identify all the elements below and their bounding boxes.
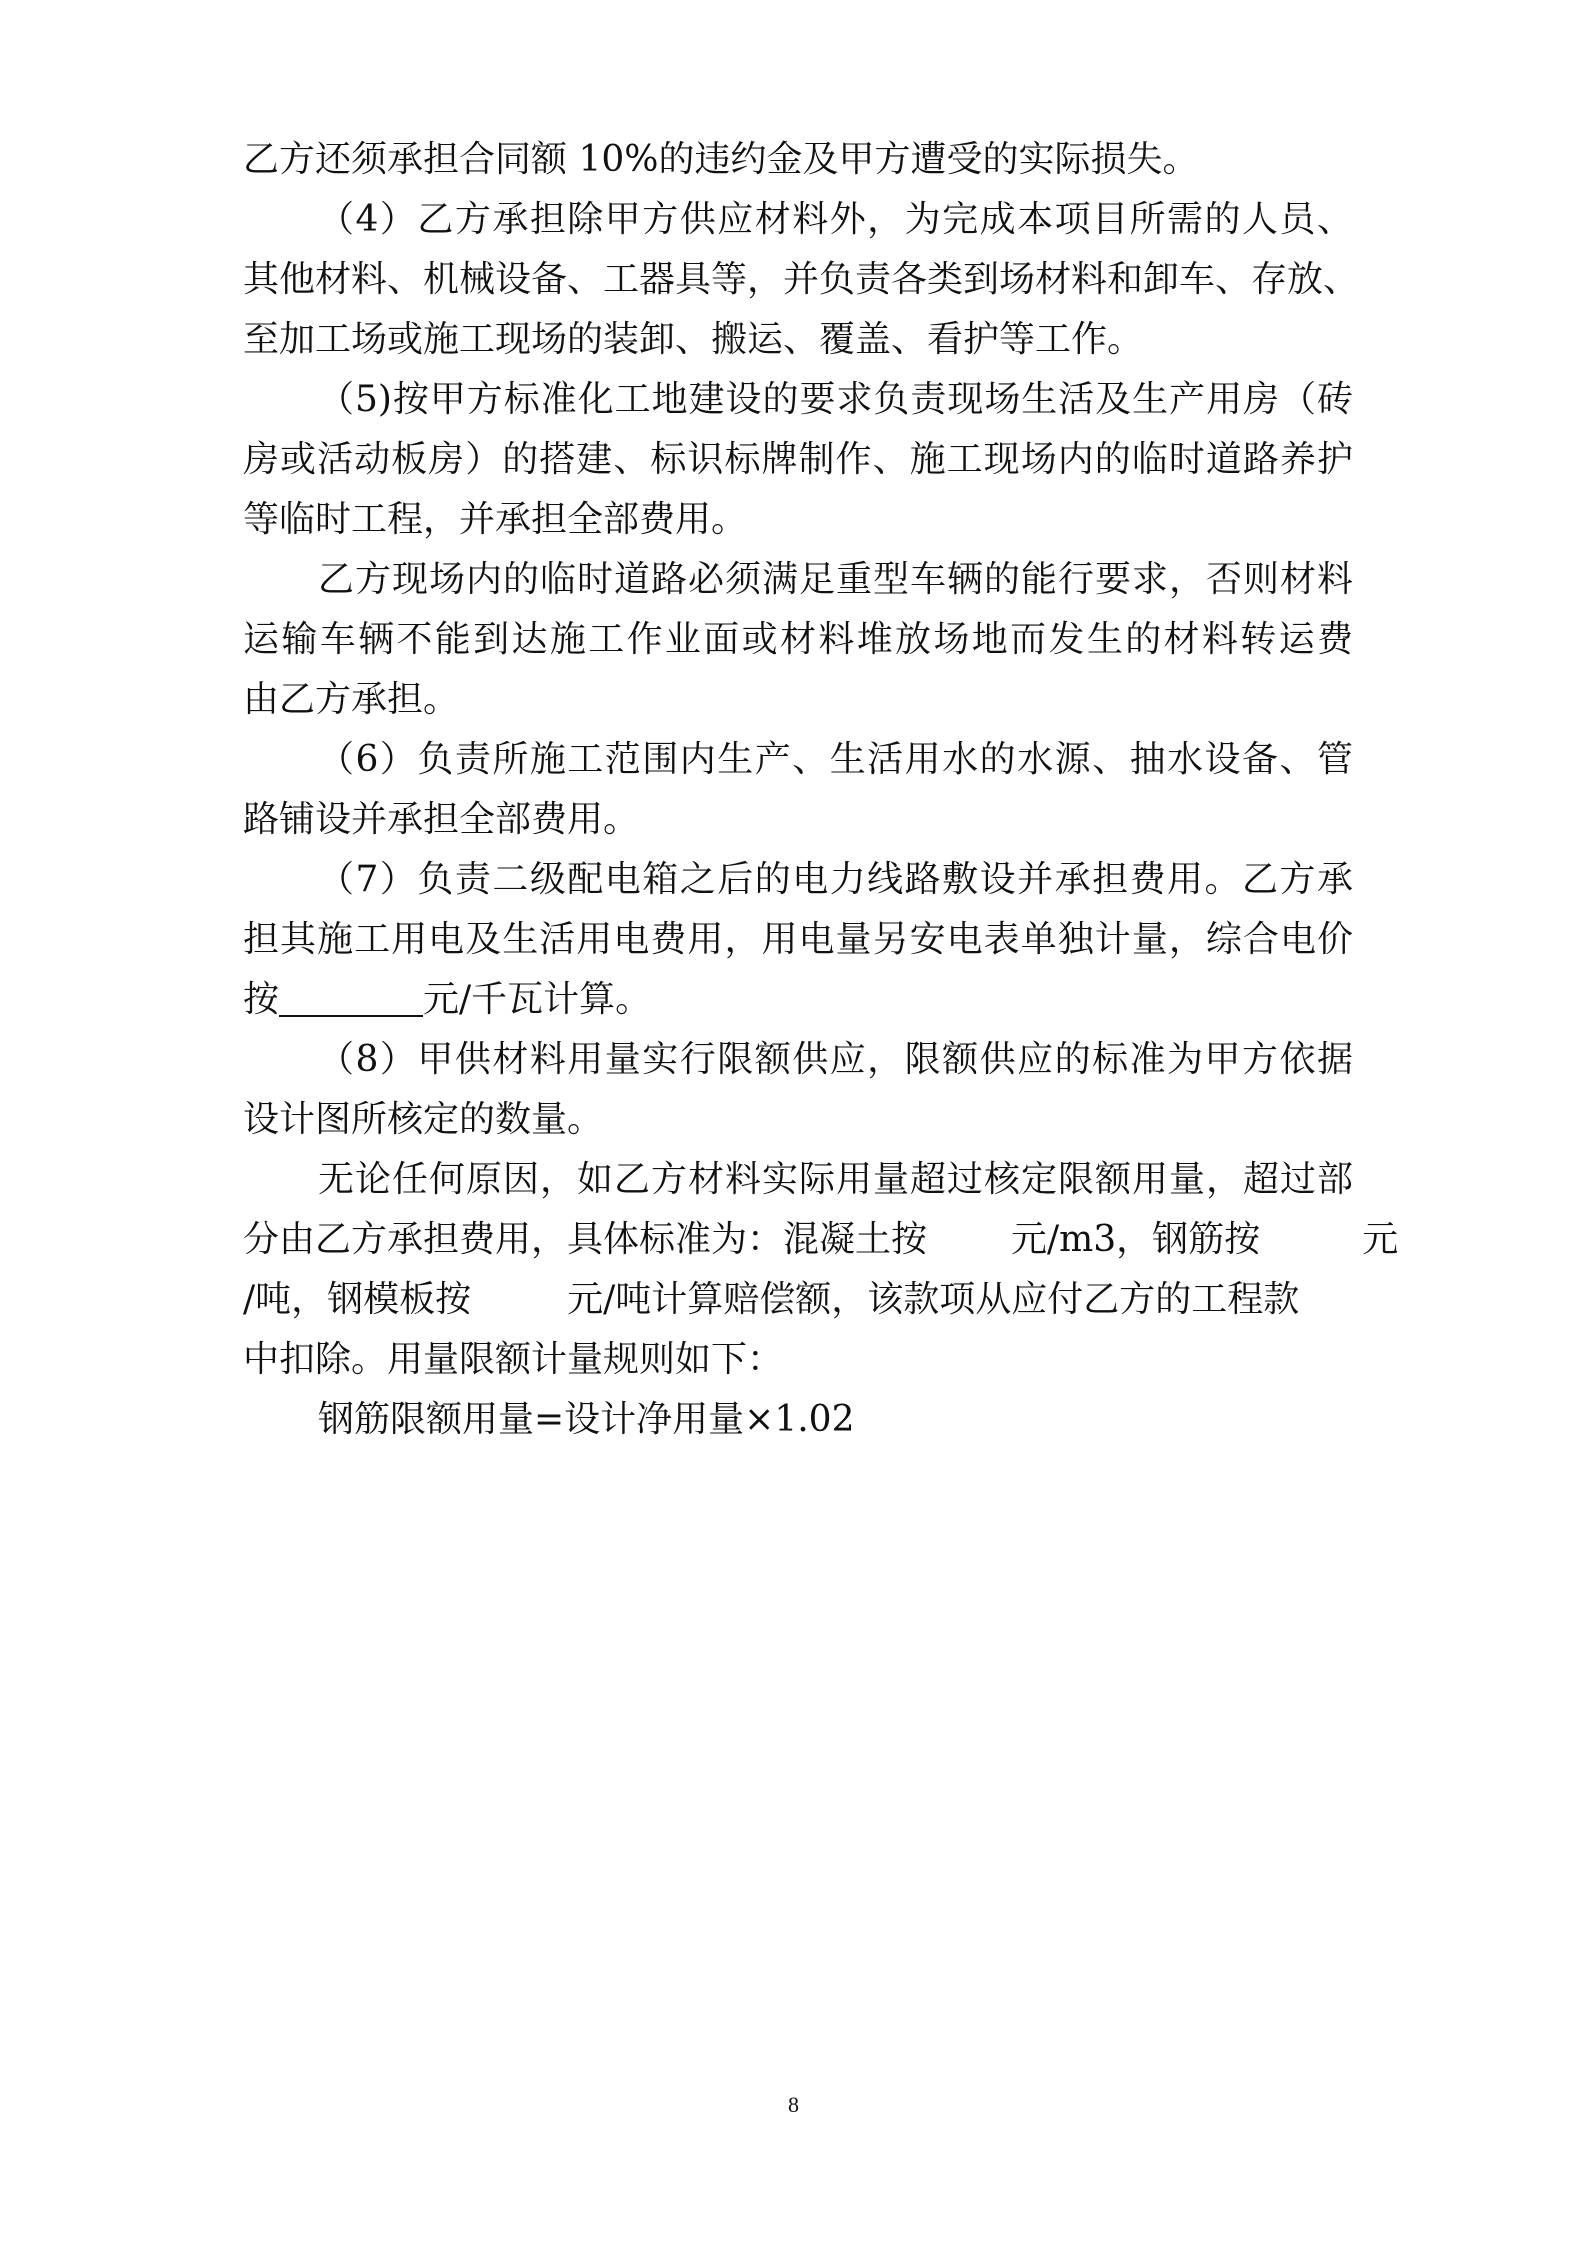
paragraph-line xyxy=(243,1210,1399,1270)
paragraph-line xyxy=(243,1270,1353,1330)
paragraph-line: 其他材料、机械设备、工器具等，并负责各类到场材料和卸车、存放、 xyxy=(243,259,1360,300)
line-segment: 元/m3，钢筋按 xyxy=(1011,1219,1261,1260)
paragraph-line: 由乙方承担。 xyxy=(243,679,460,720)
paragraph-line: （6）负责所施工范围内生产、生活用水的水源、抽水设备、管 xyxy=(318,739,1353,780)
line-segment: /吨，钢模板按 xyxy=(243,1279,472,1320)
formula-line: 钢筋限额用量=设计净用量×1.02 xyxy=(318,1399,855,1440)
paragraph-line: 担其施工用电及生活用电费用，用电量另安电表单独计量，综合电价 xyxy=(243,919,1353,960)
line-prefix: 按 xyxy=(243,979,280,1020)
page-number: 8 xyxy=(788,2092,799,2117)
fill-in-blank xyxy=(279,979,423,1017)
line-segment: 元 xyxy=(1362,1219,1399,1260)
paragraph-line: （4）乙方承担除甲方供应材料外，为完成本项目所需的人员、 xyxy=(318,199,1353,240)
line-segment: 分由乙方承担费用，具体标准为：混凝土按 xyxy=(243,1219,928,1260)
paragraph-line: 设计图所核定的数量。 xyxy=(243,1099,604,1140)
paragraph-line: （5)按甲方标准化工地建设的要求负责现场生活及生产用房（砖 xyxy=(318,379,1353,420)
paragraph-line: 房或活动板房）的搭建、标识标牌制作、施工现场内的临时道路养护 xyxy=(243,439,1353,480)
paragraph-line: 路铺设并承担全部费用。 xyxy=(243,799,640,840)
paragraph-line: 无论任何原因，如乙方材料实际用量超过核定限额用量，超过部 xyxy=(318,1159,1353,1200)
line-segment: 元/吨计算赔偿额，该款项从应付乙方的工程款 xyxy=(567,1279,1300,1320)
paragraph-line: 等临时工程，并承担全部费用。 xyxy=(243,499,748,540)
paragraph-line: 至加工场或施工现场的装卸、搬运、覆盖、看护等工作。 xyxy=(243,319,1144,360)
paragraph-line: （8）甲供材料用量实行限额供应，限额供应的标准为甲方依据 xyxy=(318,1039,1353,1080)
paragraph-line: 中扣除。用量限额计量规则如下： xyxy=(243,1339,784,1380)
paragraph-line: （7）负责二级配电箱之后的电力线路敷设并承担费用。乙方承 xyxy=(318,859,1353,900)
paragraph-line: 运输车辆不能到达施工作业面或材料堆放场地而发生的材料转运费 xyxy=(243,619,1353,660)
paragraph-line: 乙方现场内的临时道路必须满足重型车辆的能行要求，否则材料 xyxy=(318,559,1353,600)
paragraph-line: 乙方还须承担合同额 10%的违约金及甲方遭受的实际损失。 xyxy=(243,139,1199,180)
line-suffix: 元/千瓦计算。 xyxy=(423,979,652,1020)
paragraph-line xyxy=(243,970,1353,1030)
